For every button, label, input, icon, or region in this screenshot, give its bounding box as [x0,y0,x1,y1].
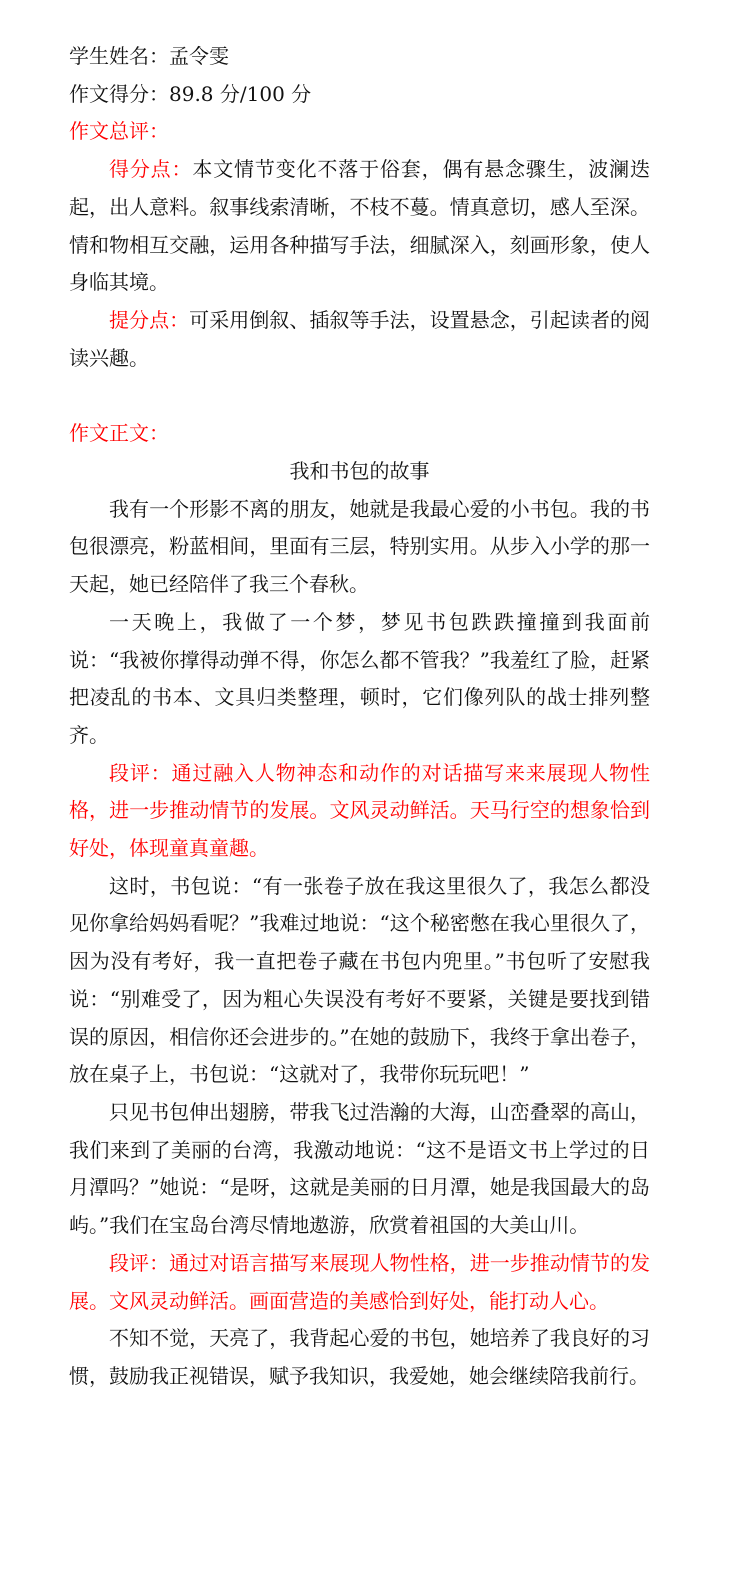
improvements-label: 提分点： [109,307,190,332]
essay-paragraph: 我有一个形影不离的朋友，她就是我最心爱的小书包。我的书包很漂亮，粉蓝相间，里面有三层，特别实用。从步入小学的那一天起，她已经陪伴了我三个春秋。 [69,496,650,597]
student-name-label: 学生姓名： [69,44,169,68]
strengths-text: 本文情节变化不落于俗套，偶有悬念骤生，波澜迭起，出人意料。叙事线索清晰，不枝不蔓。情真意切，感人至深。情和物相互交融，运用各种描写手法，细腻深入，刻画形象，使人身临其境。 [69,157,651,295]
improvements-paragraph [69,302,650,377]
section-spacer [69,377,650,415]
student-name-line [69,38,650,76]
strengths-paragraph [69,151,650,302]
paragraph-review: 段评：通过融入人物神态和动作的对话描写来来展现人物性格，进一步推动情节的发展。文风灵动鲜活。天马行空的想象恰到好处，体现童真童趣。 [69,760,650,861]
essay-body-heading: 作文正文： [69,421,169,446]
essay-paragraph: 这时，书包说：“有一张卷子放在我这里很久了，我怎么都没见你拿给妈妈看呢？”我难过地说：“这个秘密憋在我心里很久了，因为没有考好，我一直把卷子藏在书包内兜里。”书包听了安慰我说：“别难受了，因为粗心失误没有考好不要紧，关键是要找到错误的原因，相信你还会进步的。”在她的鼓励下，我终于拿出卷子，放在桌子上，书包说：“这就对了，我带你玩玩吧！” [69,873,650,1087]
improvements-text: 可采用倒叙、插叙等手法，设置悬念，引起读者的阅读兴趣。 [69,307,651,370]
student-name-value: 孟令雯 [169,44,229,68]
essay-document [69,38,650,1396]
essay-title: 我和书包的故事 [289,459,430,484]
score-value: 89.8 分/100 分 [169,81,312,106]
strengths-label: 得分点： [109,157,193,182]
paragraph-review: 段评：通过对语言描写来展现人物性格，进一步推动情节的发展。文风灵动鲜活。画面营造的美感恰到好处，能打动人心。 [69,1250,650,1313]
essay-paragraph: 只见书包伸出翅膀，带我飞过浩瀚的大海，山峦叠翠的高山，我们来到了美丽的台湾，我激动地说：“这不是语文书上学过的日月潭吗？”她说：“是呀，这就是美丽的日月潭，她是我国最大的岛屿。”我们在宝岛台湾尽情地遨游，欣赏着祖国的大美山川。 [69,1099,650,1238]
score-line [69,76,650,114]
overall-review-heading: 作文总评： [69,119,169,144]
score-label: 作文得分： [69,81,169,106]
essay-paragraph: 不知不觉，天亮了，我背起心爱的书包，她培养了我良好的习惯，鼓励我正视错误，赋予我知识，我爱她，她会继续陪我前行。 [69,1326,650,1388]
essay-paragraph: 一天晚上，我做了一个梦，梦见书包跌跌撞撞到我面前说：“我被你撑得动弹不得，你怎么都不管我？”我羞红了脸，赶紧把凌乱的书本、文具归类整理，顿时，它们像列队的战士排列整齐。 [69,609,650,747]
